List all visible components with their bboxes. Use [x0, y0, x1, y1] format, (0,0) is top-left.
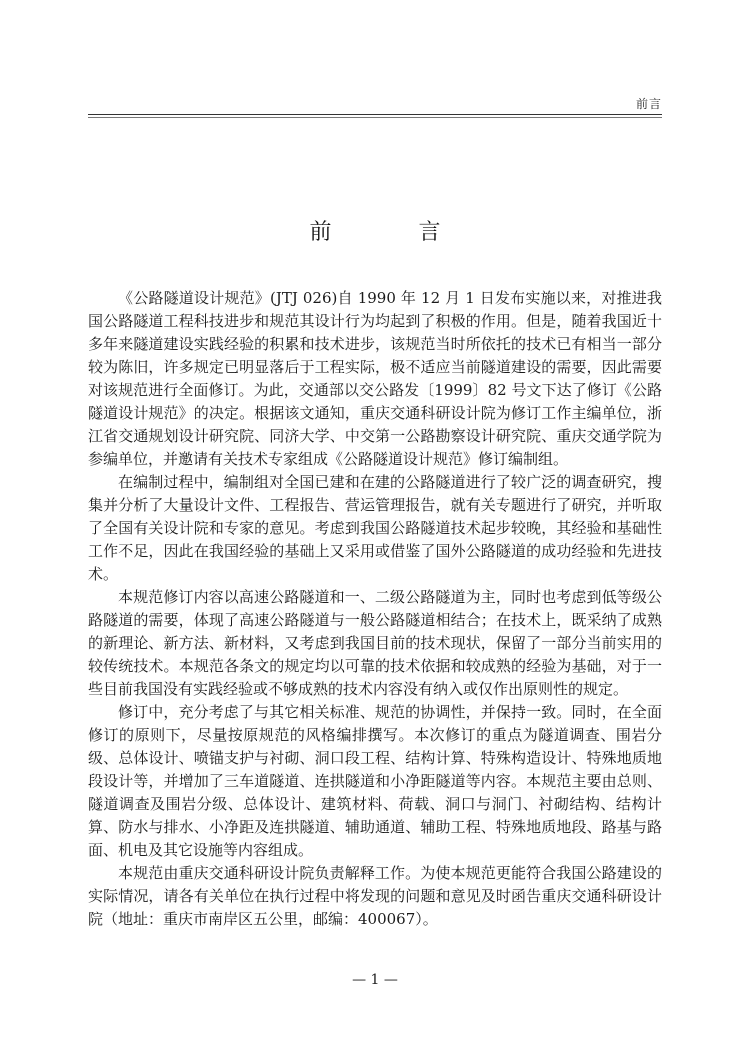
- paragraph-3: 本规范修订内容以高速公路隧道和一、二级公路隧道为主，同时也考虑到低等级公路隧道的需要，体现了高速公路隧道与一般公路隧道相结合；在技术上，既采纳了成熟的新理论、新方法、新材料，又考虑到我国目前的技术现状，保留了一部分当前实用的较传统技术。本规范各条文的规定均以可靠的技术依据和较成熟的经验为基础，对于一些目前我国没有实践经验或不够成熟的技术内容没有纳入或仅作出原则性的规定。: [88, 588, 662, 698]
- paragraph-2: 在编制过程中，编制组对全国已建和在建的公路隧道进行了较广泛的调查研究，搜集并分析了大量设计文件、工程报告、营运管理报告，就有关专题进行了研究，并听取了全国有关设计院和专家的意见。考虑到我国公路隧道技术起步较晚，其经验和基础性工作不足，因此在我国经验的基础上又采用或借鉴了国外公路隧道的成功经验和先进技术。: [88, 473, 662, 583]
- header-rule-secondary: [88, 117, 662, 118]
- page-number: — 1 —: [352, 972, 398, 988]
- page-title: 前 言: [309, 220, 481, 245]
- header-rule: [88, 114, 662, 115]
- paragraph-4: 修订中，充分考虑了与其它相关标准、规范的协调性，并保持一致。同时，在全面修订的原则下，尽量按原规范的风格编排撰写。本次修订的重点为隧道调查、围岩分级、总体设计、喷锚支护与衬砌、洞口段工程、结构计算、特殊构造设计、特殊地质地段设计等，并增加了三车道隧道、连拱隧道和小净距隧道等内容。本规范主要由总则、隧道调查及围岩分级、总体设计、建筑材料、荷载、洞口与洞门、衬砌结构、结构计算、防水与排水、小净距及连拱隧道、辅助通道、辅助工程、特殊地质地段、路基与路面、机电及其它设施等内容组成。: [88, 703, 662, 859]
- paragraph-5: 本规范由重庆交通科研设计院负责解释工作。为使本规范更能符合我国公路建设的实际情况，请各有关单位在执行过程中将发现的问题和意见及时函告重庆交通科研设计院（地址：重庆市南岸区五公里，邮编：400067）。: [88, 864, 662, 928]
- body-text: [88, 287, 662, 931]
- paragraph-1: 《公路隧道设计规范》(JTJ 026)自 1990 年 12 月 1 日发布实施以来，对推进我国公路隧道工程科技进步和规范其设计行为均起到了积极的作用。但是，随着我国近十多年来隧道建设实践经验的积累和技术进步，该规范当时所依托的技术已有相当一部分较为陈旧，许多规定已明显落后于工程实际，极不适应当前隧道建设的需要，因此需要对该规范进行全面修订。为此，交通部以交公路发〔1999〕82 号文下达了修订《公路隧道设计规范》的决定。根据该文通知，重庆交通科研设计院为修订工作主编单位，浙江省交通规划设计研究院、同济大学、中交第一公路勘察设计研究院、重庆交通学院为参编单位，并邀请有关技术专家组成《公路隧道设计规范》修订编制组。: [88, 289, 662, 468]
- running-head: 前言: [635, 97, 662, 111]
